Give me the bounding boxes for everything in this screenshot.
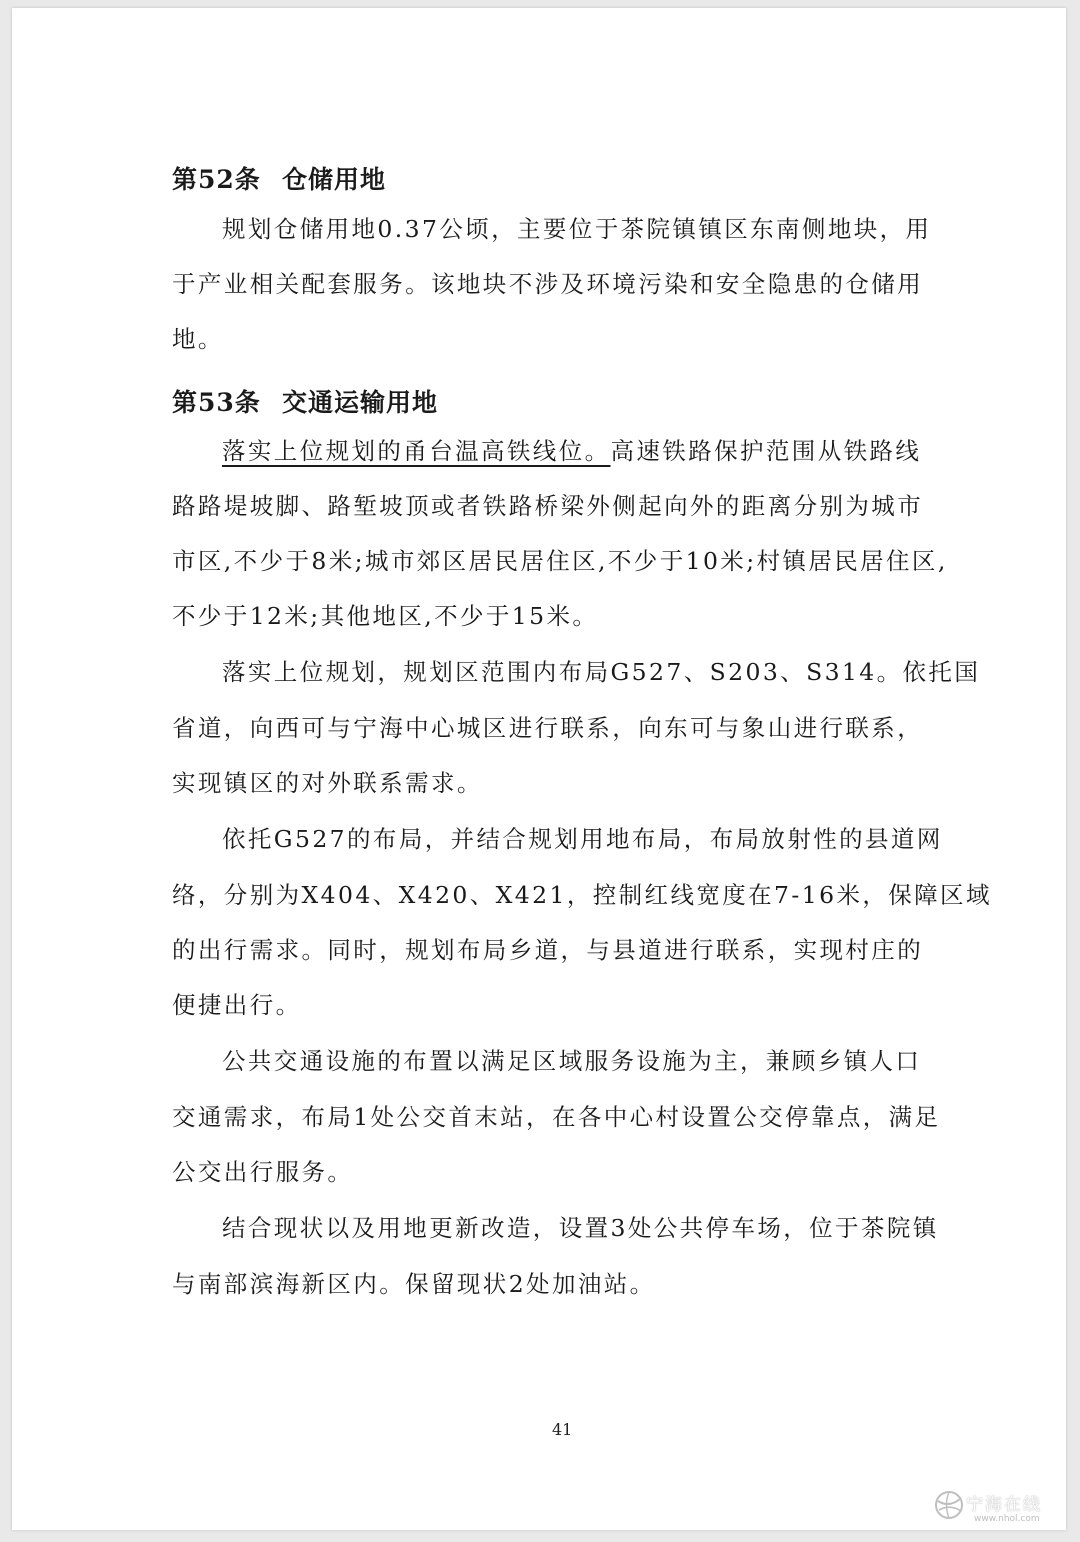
section-53-title: 交通运输用地 <box>282 388 439 417</box>
section-52-line-1: 规划仓储用地0.37公顷，主要位于茶院镇镇区东南侧地块，用 <box>222 215 932 243</box>
section-53-p4-line-3: 公交出行服务。 <box>172 1158 354 1186</box>
section-53-number: 第53条 <box>172 388 261 417</box>
section-53-p3-line-1: 依托G527的布局，并结合规划用地布局，布局放射性的县道网 <box>222 825 943 853</box>
section-53-p4-line-1: 公共交通设施的布置以满足区域服务设施为主，兼顾乡镇人口 <box>222 1047 922 1075</box>
section-53-p2-line-2: 省道，向西可与宁海中心城区进行联系，向东可与象山进行联系， <box>172 714 924 742</box>
section-52-line-2: 于产业相关配套服务。该地块不涉及环境污染和安全隐患的仓储用 <box>172 270 924 298</box>
watermark-url: www.nhol.com <box>974 1514 1040 1524</box>
section-53-p4-line-2: 交通需求，布局1处公交首末站，在各中心村设置公交停靠点，满足 <box>172 1103 941 1131</box>
section-53-p3-line-2: 络，分别为X404、X420、X421，控制红线宽度在7-16米，保障区域 <box>172 881 992 909</box>
section-53-p5-line-1: 结合现状以及用地更新改造，设置3处公共停车场，位于茶院镇 <box>222 1214 939 1242</box>
section-53-p2-line-1: 落实上位规划，规划区范围内布局G527、S203、S314。依托国 <box>222 658 981 686</box>
watermark-name: 宁海在线 <box>966 1495 1042 1515</box>
section-53-p3-line-3: 的出行需求。同时，规划布局乡道，与县道进行联系，实现村庄的 <box>172 936 924 964</box>
section-53-p1-line-3: 市区,不少于8米;城市郊区居民居住区,不少于10米;村镇居民居住区, <box>172 547 948 575</box>
document-page <box>12 8 1066 1530</box>
section-53-heading <box>172 383 438 419</box>
section-52-heading <box>172 160 386 196</box>
section-53-p2-line-3: 实现镇区的对外联系需求。 <box>172 769 483 797</box>
section-52-number: 第52条 <box>172 165 261 194</box>
section-53-p1-line-1-rest: 高速铁路保护范围从铁路线 <box>610 437 922 465</box>
section-52-line-3: 地。 <box>172 325 224 353</box>
underlined-phrase: 落实上位规划的甬台温高铁线位。 <box>222 437 611 465</box>
section-53-p1-line-4: 不少于12米;其他地区,不少于15米。 <box>172 602 599 630</box>
section-53-p3-line-4: 便捷出行。 <box>172 991 302 1019</box>
globe-logo-icon <box>932 1488 966 1522</box>
site-watermark <box>932 1486 1060 1532</box>
section-53-p5-line-2: 与南部滨海新区内。保留现状2处加油站。 <box>172 1270 656 1298</box>
section-53-p1-line-2: 路路堤坡脚、路堑坡顶或者铁路桥梁外侧起向外的距离分别为城市 <box>172 492 924 520</box>
section-52-title: 仓储用地 <box>282 165 387 194</box>
page-number: 41 <box>552 1420 573 1439</box>
section-53-p1-line-1 <box>222 437 922 465</box>
